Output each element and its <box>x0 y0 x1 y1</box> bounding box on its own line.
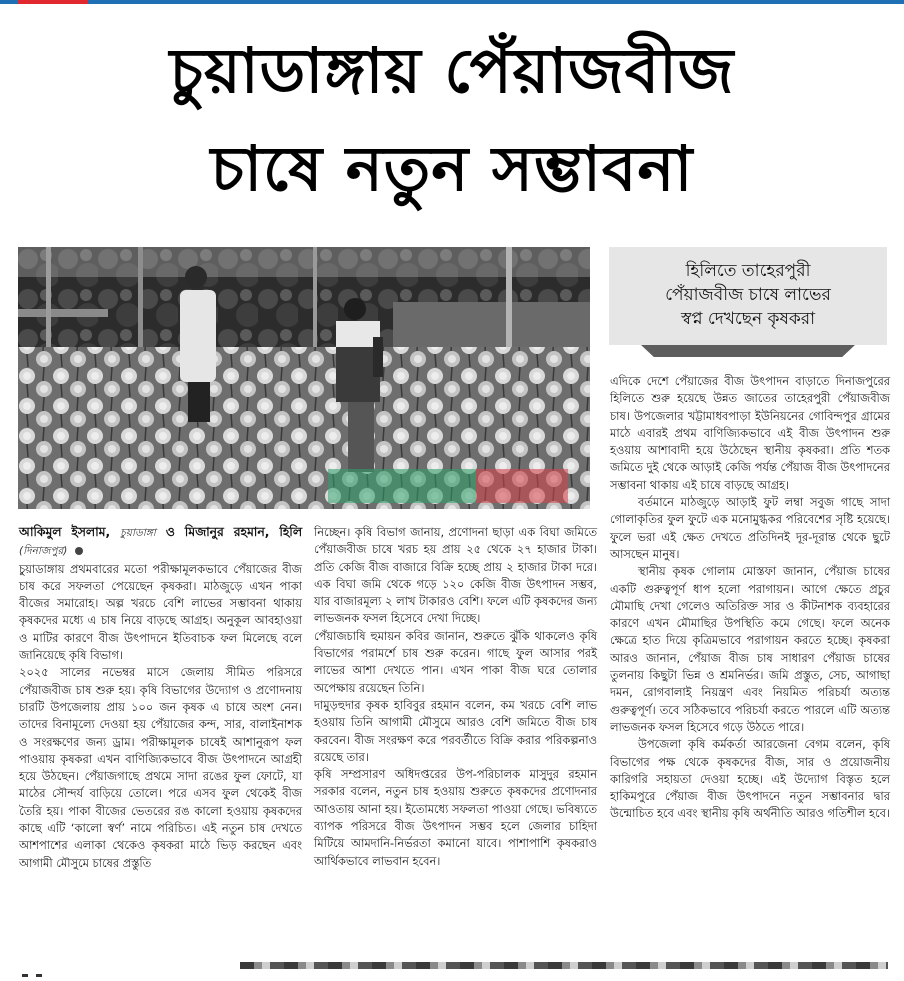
byline-joiner: ও <box>165 525 175 539</box>
paragraph: পেঁয়াজচাষি হুমায়ন কবির জানান, শুরুতে ঝুঁকি থাকলেও কৃষি বিভাগের পরামর্শে চাষ শুরু করেন। গাছে ফুল আসার পরই লাভের আশা দেখতে পান। এখন পাকা বীজ ঘরে তোলার অপেক্ষায় রয়েছেন তিনি। <box>314 628 597 695</box>
paragraph: ২০২৫ সালের নভেম্বর মাসে জেলায় সীমিত পরিসরে পেঁয়াজবীজ চাষ শুরু হয়। কৃষি বিভাগের উদ্যোগ ও প্রণোদনায় চারটি উপজেলায় প্রায় ১০০ জন কৃষক এ চাষে অংশ নেন। তাদের বিনামূল্যে দেওয়া হয় পেঁয়াজের কন্দ, সার, বালাইনাশক ও সংরক্ষণের জন্য ড্রাম। পরীক্ষামূলক চাষেই আশানুরূপ ফল পাওয়ায় কৃষকরা এখন বাণিজ্যিকভাবে বীজ উৎপাদনে আগ্রহী হয়ে উঠছেন। পেঁয়াজগাছে প্রথমে সাদা রঙের ফুল ফোটে, যা মাঠের সৌন্দর্য বাড়িয়ে তোলে। পরে এসব ফুল থেকেই বীজ তৈরি হয়। পাকা বীজের ভেতরের রঙ কালো হওয়ায় কৃষকদের কাছে এটি ‘কালো স্বর্ণ’ নামে পরিচিত। এই নতুন চাষ দেখতে আশপাশের এলাকা থেকেও কৃষকরা মাঠে ভিড় করছেন এবং আগামী মৌসুমে চাষের প্রস্তুতি <box>19 665 302 870</box>
byline-bullet-icon <box>75 547 83 555</box>
article-column-2 <box>314 524 597 870</box>
byline-place-1: চুয়াডাঙ্গা <box>120 527 156 539</box>
paragraph: দামুড়হুদার কৃষক হাবিবুর রহমান বলেন, কম খরচে বেশি লাভ হওয়ায় তিনি আগামী মৌসুমে আরও বেশি জমিতে বীজ চাষ করবেন। বীজ সংরক্ষণ করে পরবর্তীতে বিক্রি করার পরিকল্পনাও রয়েছে তার। <box>314 697 597 764</box>
sidebox-line-3: স্বপ্ন দেখছেন কৃষকরা <box>680 309 816 329</box>
headline-line-1: চুয়াডাঙ্গায় পেঁয়াজবীজ <box>169 34 735 107</box>
paragraph: এদিকে দেশে পেঁয়াজের বীজ উৎপাদন বাড়াতে দিনাজপুরের হিলিতে শুরু হয়েছে উন্নত জাতের তাহেরপুরী পেঁয়াজবীজ চাষ। উপজেলার খট্টামাধবপাড়া ইউনিয়নের গোবিন্দপুর গ্রামের মাঠে এবারই প্রথম বাণিজ্যিকভাবে এই বীজ উৎপাদন শুরু হওয়ায় আশাবাদী হয়ে উঠেছেন স্থানীয় কৃষকরা। প্রতি শতক জমিতে দুই থেকে আড়াই কেজি পর্যন্ত পেঁয়াজ বীজ উৎপাদনের সম্ভাবনা থাকায় এই চাষে বাড়ছে আগ্রহ। <box>610 374 890 492</box>
byline-reporter-1: আকিমুল ইসলাম, <box>19 525 111 539</box>
paragraph: চুয়াডাঙ্গায় প্রথমবারের মতো পরীক্ষামূলকভাবে পেঁয়াজের বীজ চাষ করে সফলতা পেয়েছেন কৃষকরা। মাঠজুড়ে এখন পাকা বীজের সমারোহ। অল্প খরচে বেশি লাভের সম্ভাবনা থাকায় কৃষকদের মধ্যে এ চাষ নিয়ে বাড়ছে আগ্রহ। অনুকূল আবহাওয়া ও মাটির কারণে বীজ উৎপাদনে ইতিবাচক ফল মিলেছে বলে জানিয়েছে কৃষি বিভাগ। <box>19 561 302 663</box>
article-column-3 <box>610 373 890 823</box>
byline-reporter-2: মিজানুর রহমান, <box>184 525 270 539</box>
article-column-1 <box>19 524 302 872</box>
sidebox-shadow <box>641 345 855 357</box>
photo-onion-field <box>18 247 590 509</box>
paragraph: বর্তমানে মাঠজুড়ে আড়াই ফুট লম্বা সবুজ গাছে সাদা গোলাকৃতির ফুল ফুটে এক মনোমুগ্ধকর পরিবেশের সৃষ্টি হয়েছে। ফুলে ভরা এই ক্ষেত দেখতে প্রতিদিনই দূর-দূরান্ত থেকে ছুটে আসছেন মানুষ। <box>610 495 890 561</box>
sidebox-line-2: পেঁয়াজবীজ চাষে লাভের <box>665 285 831 305</box>
byline-reporter-2-cont: হিলি <box>279 525 302 539</box>
paragraph: উপজেলা কৃষি কর্মকর্তা আরজেনা বেগম বলেন, কৃষি বিভাগের পক্ষ থেকে কৃষকদের বীজ, সার ও প্রয়োজনীয় কারিগরি সহায়তা দেওয়া হচ্ছে। এই উদ্যোগ বিস্তৃত হলে হাকিমপুরে পেঁয়াজ বীজ উৎপাদনে নতুন সম্ভাবনার দ্বার উন্মোচিত হবে এবং স্থানীয় কৃষি অর্থনীতি আরও গতিশীল হবে। <box>610 737 890 821</box>
byline-place-2: (দিনাজপুর) <box>19 545 68 558</box>
headline-line-2: চাষে নতুন সম্ভাবনা <box>210 132 694 205</box>
byline <box>19 524 302 561</box>
photo-watermark <box>328 469 568 503</box>
sidebox-line-1: হিলিতে তাহেরপুরী <box>685 261 811 281</box>
paragraph: কৃষি সম্প্রসারণ অধিদপ্তরের উপ-পরিচালক মাসুদুর রহমান সরকার বলেন, নতুন চাষ হওয়ায় শুরুতে কৃষকদের প্রণোদনার আওতায় আনা হয়। ইতোমধ্যে সফলতা পাওয়া গেছে। ভবিষ্যতে ব্যাপক পরিসরে বীজ উৎপাদন সম্ভব হলে জেলার চাহিদা মিটিয়ে আমদানি-নির্ভরতা কমানো যাবে। পাশাপাশি কৃষকরাও আর্থিকভাবে লাভবান হবেন। <box>314 767 597 868</box>
next-article-image-edge <box>240 962 888 969</box>
headline <box>0 22 904 218</box>
top-color-bar-accent <box>18 0 88 4</box>
article-photo <box>18 247 590 509</box>
next-article-fragment <box>22 962 62 969</box>
paragraph: স্থানীয় কৃষক গোলাম মোস্তফা জানান, পেঁয়াজ চাষের একটি গুরুত্বপূর্ণ ধাপ হলো পরাগায়ন। আগে ক্ষেতে প্রচুর মৌমাছি দেখা গেলেও অতিরিক্ত সার ও কীটনাশক ব্যবহারের কারণে এখন মৌমাছির উপস্থিতি কমে গেছে। ফলে অনেক ক্ষেত্রে হাত দিয়ে কৃত্রিমভাবে পরাগায়ন করতে হচ্ছে। কৃষকরা আরও জানান, পেঁয়াজ বীজ চাষ সাধারণ পেঁয়াজ চাষের তুলনায় কিছুটা ভিন্ন ও শ্রমনির্ভর। জমি প্রস্তুত, সেচ, আগাছা দমন, রোগবালাই নিয়ন্ত্রণ এবং নিয়মিত পরিচর্যা অত্যন্ত গুরুত্বপূর্ণ। তবে সঠিকভাবে পরিচর্যা করতে পারলে এটি অত্যন্ত লাভজনক ফসল হিসেবে গড়ে উঠতে পারে। <box>610 564 890 734</box>
sidebar-kicker-box <box>609 247 887 345</box>
top-color-bar <box>0 0 904 4</box>
paragraph: নিচ্ছেন। কৃষি বিভাগ জানায়, প্রণোদনা ছাড়া এক বিঘা জমিতে পেঁয়াজবীজ চাষে খরচ হয় প্রায় ২৫ থেকে ২৭ হাজার টাকা। প্রতি কেজি বীজ বাজারে বিক্রি হচ্ছে প্রায় ২ হাজার টাকা দরে। এক বিঘা জমি থেকে গড়ে ১২০ কেজি বীজ উৎপাদন সম্ভব, যার বাজারমূল্য ২ লাখ টাকারও বেশি। ফলে এটি কৃষকদের জন্য লাভজনক ফসল হিসেবে দেখা দিচ্ছে। <box>314 525 597 626</box>
